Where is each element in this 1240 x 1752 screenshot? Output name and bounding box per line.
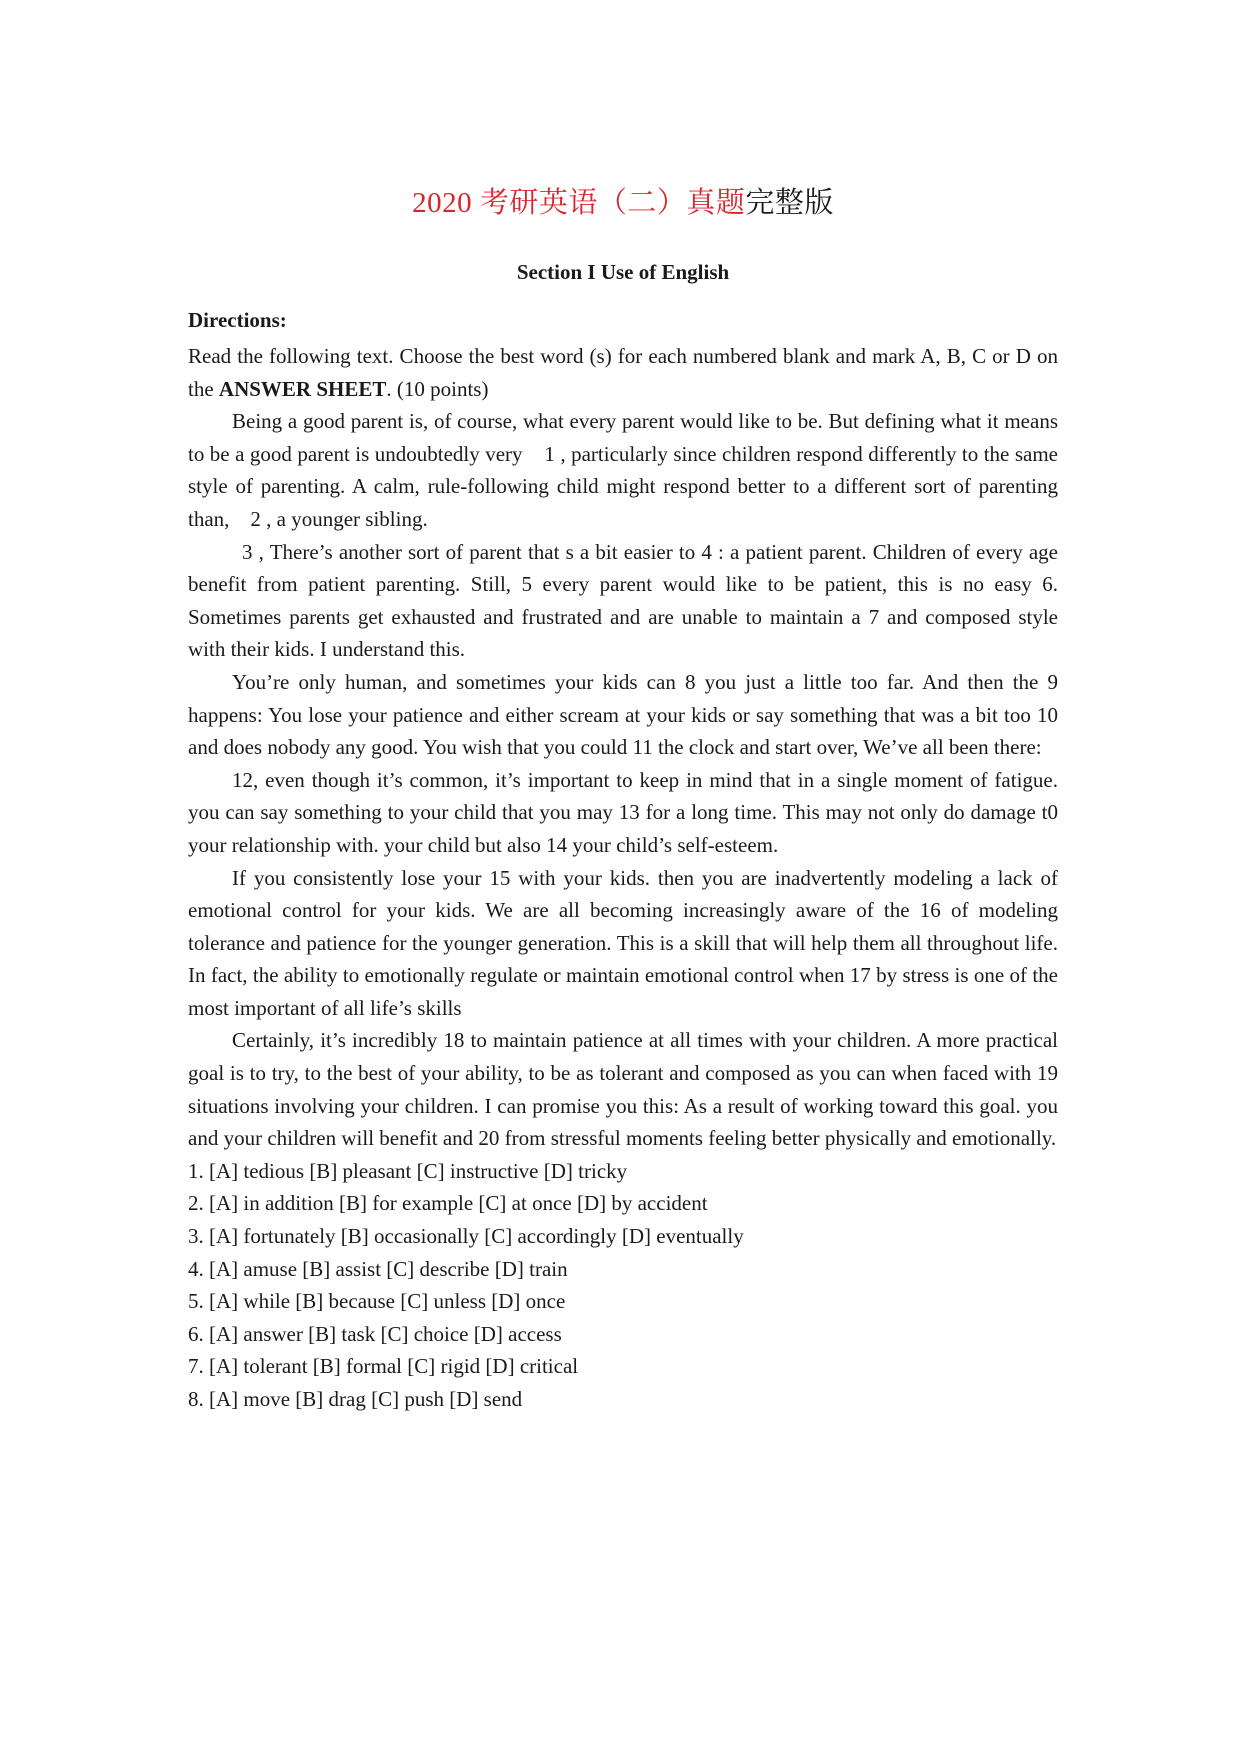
- directions-text-part-2: . (10 points): [386, 376, 489, 401]
- title-black-part: 完整版: [745, 187, 834, 219]
- passage-paragraph-2: 3 , There’s another sort of parent that s a bit easier to 4 : a patient parent. Children of every age benefit from patient parenting. Still, 5 every parent would like to be patient, this is no easy 6. Sometimes parents get exhausted and frustrated and are unable to maintain a 7 and composed style with their kids. I understand this.: [188, 539, 1058, 662]
- passage-paragraph-3: You’re only human, and sometimes your kids can 8 you just a little too far. And then the 9 happens: You lose your patience and either scream at your kids or say something that was a bit too 10 and does nobody any good. You wish that you could 11 the clock and start over, We’ve all been there:: [188, 669, 1058, 760]
- directions-text-part-1: Read the following text. Choose the best word (s) for each numbered blank and mark A, B, C or D on the: [188, 344, 1058, 401]
- question-option-7: 7. [A] tolerant [B] formal [C] rigid [D] critical: [188, 1354, 579, 1379]
- directions-text: [188, 340, 1058, 405]
- directions-bold-answer-sheet: ANSWER SHEET: [218, 376, 387, 401]
- passage-paragraph-6: Certainly, it’s incredibly 18 to maintain patience at all times with your children. A more practical goal is to try, to the best of your ability, to be as tolerant and composed as you can when faced with 19 situations involving your children. I can promise you this: As a result of working toward this goal. you and your children will benefit and 20 from stressful moments feeling better physically and emotionally.: [188, 1028, 1058, 1151]
- directions-heading: Directions:: [188, 308, 287, 332]
- exam-body: [188, 340, 1058, 1416]
- question-option-5: 5. [A] while [B] because [C] unless [D] once: [188, 1289, 566, 1314]
- question-options-list: [188, 1155, 1058, 1416]
- page-title: [188, 183, 1058, 223]
- passage-paragraph-5: If you consistently lose your 15 with your kids. then you are inadvertently modeling a lack of emotional control for your kids. We are all becoming increasingly aware of the 16 of modeling tolerance and patience for the younger generation. This is a skill that will help them all throughout life. In fact, the ability to emotionally regulate or maintain emotional control when 17 by stress is one of the most important of all life’s skills: [188, 865, 1058, 1020]
- title-red-part: 2020 考研英语（二）真题: [412, 187, 746, 219]
- passage-paragraph-1: Being a good parent is, of course, what every parent would like to be. But defining what it means to be a good parent is undoubtedly very 1 , particularly since children respond differently to the same style of parenting. A calm, rule-following child might respond better to a different sort of parenting than, 2 , a younger sibling.: [188, 409, 1058, 531]
- question-option-2: 2. [A] in addition [B] for example [C] at once [D] by accident: [188, 1191, 708, 1216]
- question-option-8: 8. [A] move [B] drag [C] push [D] send: [188, 1387, 523, 1411]
- section-heading: Section I Use of English: [516, 260, 730, 284]
- passage-paragraph-4: 12, even though it’s common, it’s important to keep in mind that in a single moment of fatigue. you can say something to your child that you may 13 for a long time. This may not only do damage t0 your relationship with. your child but also 14 your child’s self-esteem.: [188, 767, 1058, 857]
- question-option-3: 3. [A] fortunately [B] occasionally [C] accordingly [D] eventually: [188, 1224, 744, 1249]
- question-option-1: 1. [A] tedious [B] pleasant [C] instructive [D] tricky: [188, 1158, 628, 1183]
- question-option-6: 6. [A] answer [B] task [C] choice [D] access: [188, 1321, 562, 1346]
- question-option-4: 4. [A] amuse [B] assist [C] describe [D] train: [188, 1256, 568, 1281]
